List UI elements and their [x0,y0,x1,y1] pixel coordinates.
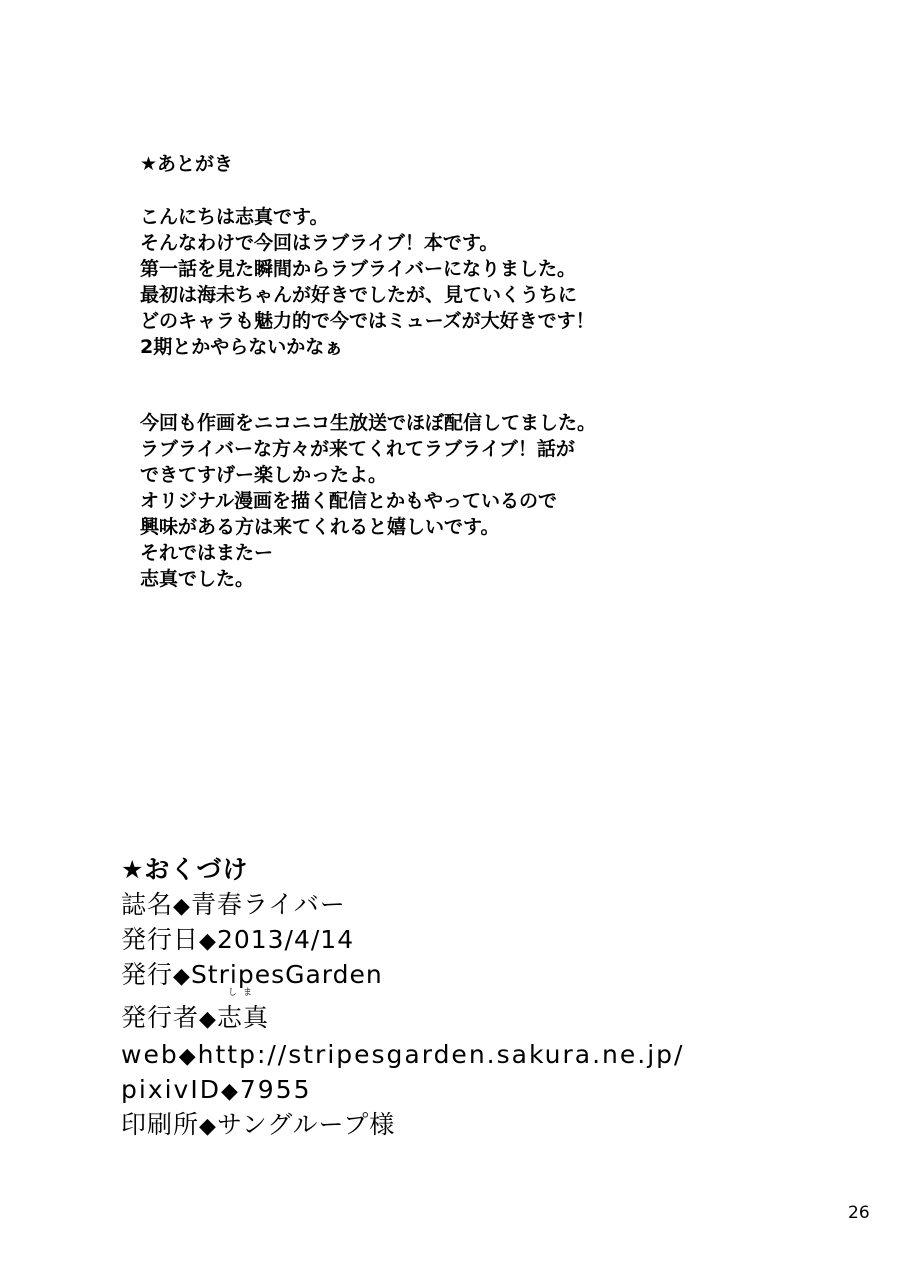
text-line: どのキャラも魅力的で今ではミューズが大好きです！ [140,310,595,332]
issuer-label: 発行 [121,960,174,989]
web-url: http://stripesgarden.sakura.ne.jp/ [197,1040,685,1069]
printer-label: 印刷所 [121,1110,200,1139]
text-line: 最初は海未ちゃんが好きでしたが、見ていくうちに [140,284,578,306]
afterword-paragraph-1 [140,204,780,360]
publisher-label: 発行者 [121,1003,200,1032]
issuer-value: StripesGarden [190,960,383,989]
colophon-magazine-row [121,887,821,922]
diamond-separator: ◆ [220,1079,240,1104]
text-line: できてすげー楽しかったよ。 [140,464,388,486]
printer-value: サングループ様 [216,1110,396,1139]
text-line: ラブライバーな方々が来てくれてラブライブ！話が [140,438,575,460]
colophon-issuer-row [121,957,821,992]
text-line: 志真でした。 [140,568,255,590]
afterword-heading: ★あとがき [140,153,234,175]
text-line: オリジナル漫画を描く配信とかもやっているので [140,490,558,512]
pixiv-label: pixivID [121,1075,221,1104]
diamond-separator: ◆ [173,964,191,989]
colophon-section [121,852,821,1142]
colophon-title: ★おくづけ [121,855,249,884]
diamond-separator: ◆ [199,1114,217,1139]
publisher-value: 志真 [216,1003,269,1032]
publisher-ruby: しま [227,988,258,998]
web-label: web [121,1040,179,1069]
pixiv-value: 7955 [239,1075,312,1104]
date-label: 発行日 [121,925,200,954]
page-number: 26 [848,1203,870,1223]
colophon-publisher-row [121,988,821,1037]
diamond-separator: ◆ [178,1044,198,1069]
colophon-printer-row [121,1107,821,1142]
diamond-separator: ◆ [199,1007,217,1032]
date-value: 2013/4/14 [216,925,355,954]
text-line: こんにちは志真です。 [140,206,329,228]
colophon-web-row [121,1037,821,1072]
colophon-date-row [121,922,821,957]
text-line: 興味がある方は来てくれると嬉しいです。 [140,516,500,538]
text-line: 今回も作画をニコニコ生放送でほぼ配信してました。 [140,412,597,434]
publisher-name [216,988,269,1035]
diamond-separator: ◆ [199,929,217,954]
text-line: それではまたー [140,542,274,564]
afterword-section [140,150,780,592]
text-line: そんなわけで今回はラブライブ！本です。 [140,232,499,254]
magazine-label: 誌名 [121,890,174,919]
text-line: 第一話を見た瞬間からラブライバーになりました。 [140,258,577,280]
text-line: 2期とかやらないかなぁ [140,336,344,358]
colophon-pixiv-row [121,1072,821,1107]
afterword-paragraph-2 [140,410,780,592]
magazine-value: 青春ライバー [190,890,346,919]
diamond-separator: ◆ [173,894,191,919]
